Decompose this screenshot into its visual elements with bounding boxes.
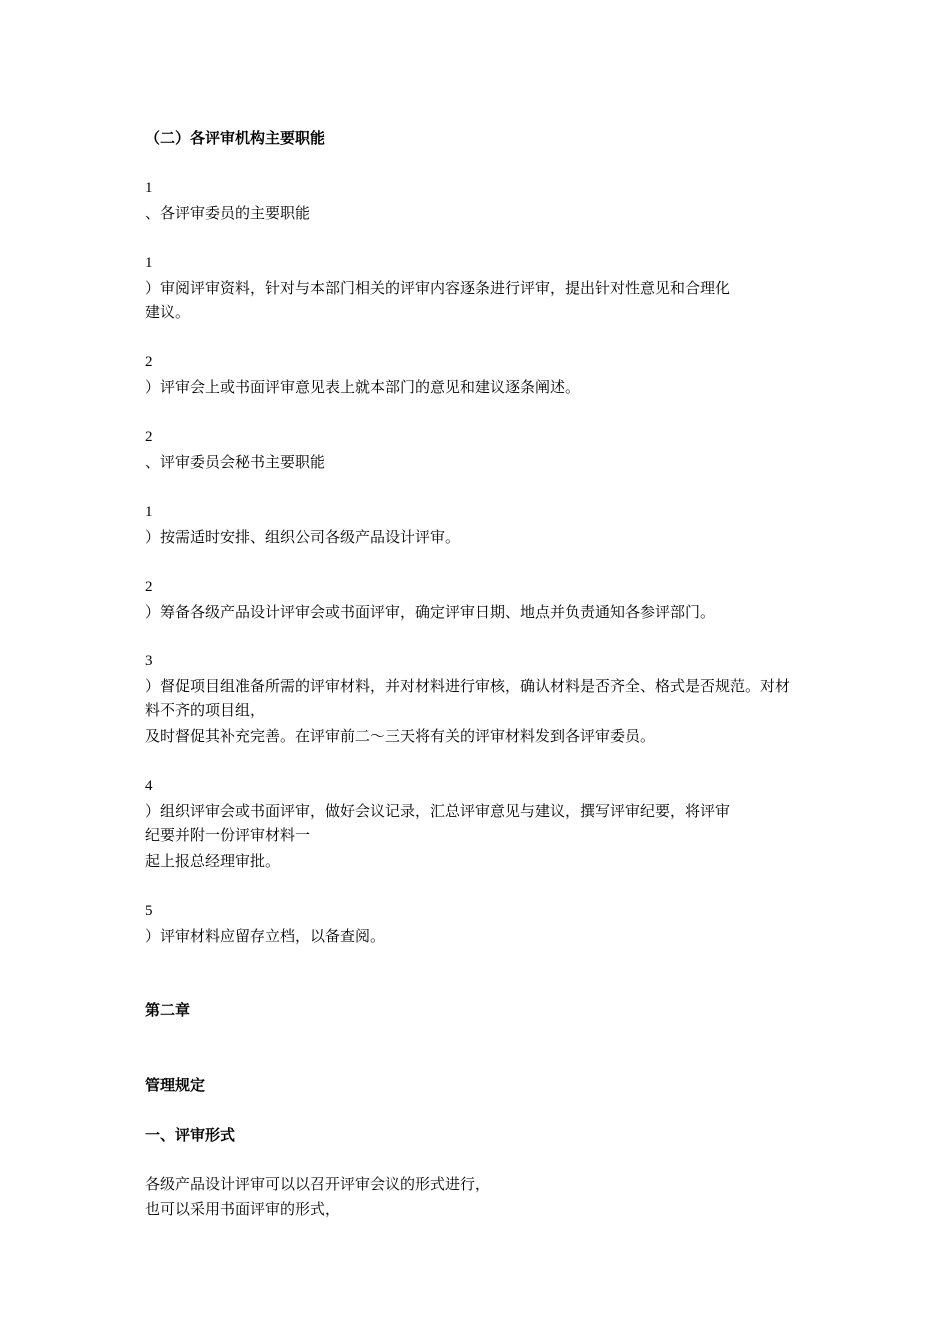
sub-item-text: 纪要并附一份评审材料一 xyxy=(145,826,311,844)
sub-item-text: ）督促项目组准备所需的评审材料，并对材料进行审核，确认材料是否齐全、格式是否规范。对材 xyxy=(145,677,791,695)
sub-item-number: 1 xyxy=(145,504,153,520)
paragraph-text: 也可以采用书面评审的形式， xyxy=(145,1200,341,1218)
sub-item-text: ）筹备各级产品设计评审会或书面评审，确定评审日期、地点并负责通知各参评部门。 xyxy=(145,603,716,621)
sub-item-text: ）评审会上或书面评审意见表上就本部门的意见和建议逐条阐述。 xyxy=(145,378,581,396)
item-number: 1 xyxy=(145,180,153,196)
paragraph-text: 各级产品设计评审可以以召开评审会议的形式进行， xyxy=(145,1175,491,1193)
sub-item-number: 1 xyxy=(145,255,153,271)
sub-item-text: 建议。 xyxy=(145,303,191,321)
sub-item-text: 料不齐的项目组， xyxy=(145,701,266,719)
sub-item-number: 5 xyxy=(145,903,153,919)
sub-item-number: 2 xyxy=(145,579,153,595)
item-title-committee-members: 、各评审委员的主要职能 xyxy=(145,204,311,222)
sub-item-text: ）组织评审会或书面评审，做好会议记录，汇总评审意见与建议，撰写评审纪要，将评审 xyxy=(145,802,731,820)
sub-item-text: ）按需适时安排、组织公司各级产品设计评审。 xyxy=(145,528,461,546)
sub-item-text: 及时督促其补充完善。在评审前二～三天将有关的评审材料发到各评审委员。 xyxy=(145,727,656,745)
sub-item-text: ）评审材料应留存立档，以备查阅。 xyxy=(145,927,386,945)
sub-item-number: 2 xyxy=(145,354,153,370)
sub-item-number: 3 xyxy=(145,653,153,669)
item-number: 2 xyxy=(145,429,153,445)
chapter-number: 第二章 xyxy=(145,1001,191,1019)
sub-item-text: ）审阅评审资料，针对与本部门相关的评审内容逐条进行评审，提出针对性意见和合理化 xyxy=(145,279,731,297)
item-title-committee-secretary: 、评审委员会秘书主要职能 xyxy=(145,453,326,471)
chapter-title: 管理规定 xyxy=(145,1076,206,1094)
section-heading-review-bodies: （二）各评审机构主要职能 xyxy=(145,129,326,147)
sub-item-text: 起上报总经理审批。 xyxy=(145,852,281,870)
section-heading-review-forms: 一、评审形式 xyxy=(145,1126,236,1144)
sub-item-number: 4 xyxy=(145,778,153,794)
